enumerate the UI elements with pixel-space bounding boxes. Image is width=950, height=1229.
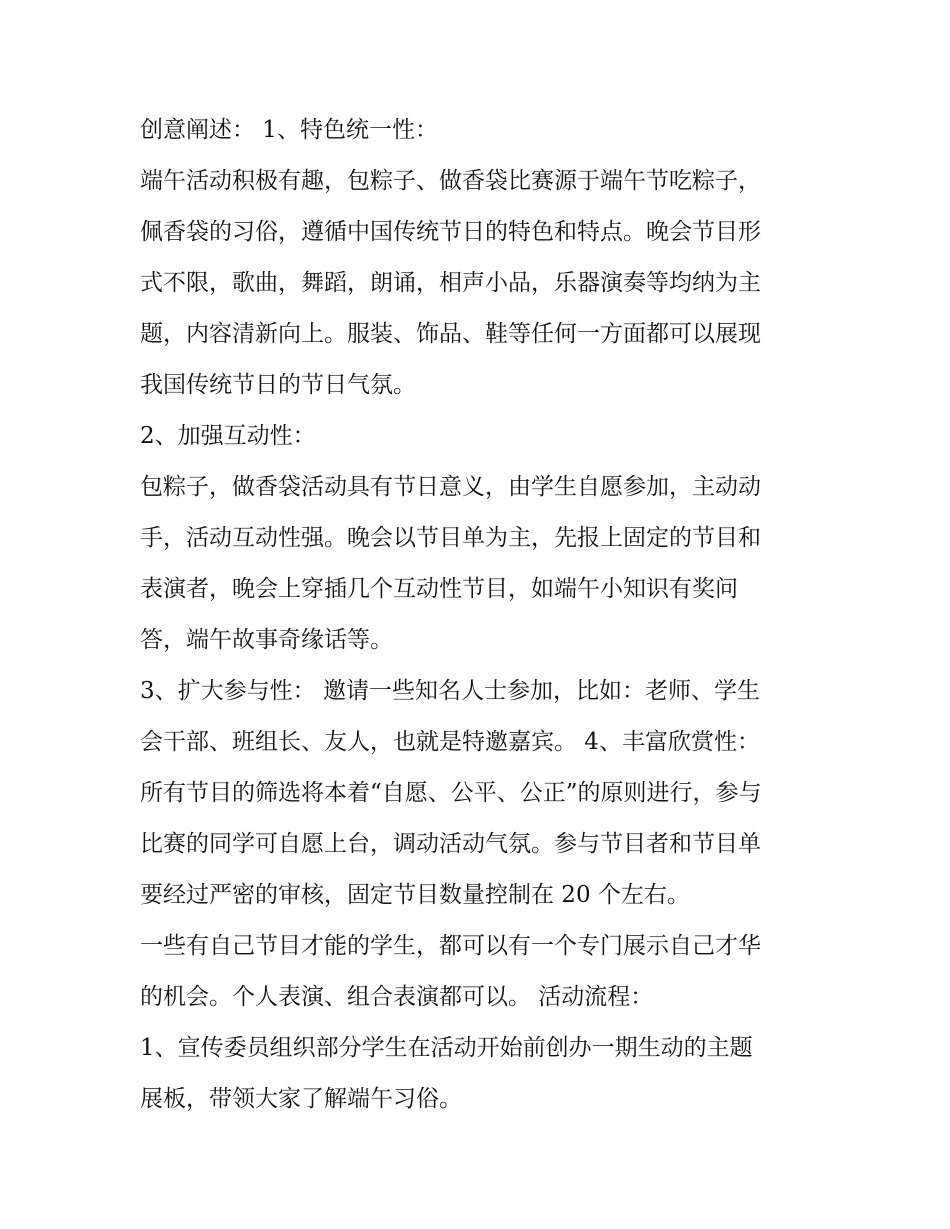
text-line-participation-heading: 3、扩大参与性： 邀请一些知名人士参加，比如：老师、学生: [140, 678, 760, 704]
text-line: 式不限，歌曲，舞蹈，朗诵，相声小品，乐器演奏等均纳为主: [140, 270, 761, 296]
text-line: 表演者，晚会上穿插几个互动性节目，如端午小知识有奖问: [140, 576, 738, 602]
text-line: 比赛的同学可自愿上台，调动活动气氛。参与节目者和节目单: [140, 831, 761, 857]
text-line: 要经过严密的审核，固定节目数量控制在 20 个左右。: [140, 882, 690, 908]
document-body: [140, 105, 820, 1125]
text-line: 答，端午故事奇缘话等。: [140, 627, 393, 653]
text-line: 佩香袋的习俗，遵循中国传统节日的特色和特点。晚会节目形: [140, 219, 761, 245]
text-line: 手，活动互动性强。晚会以节目单为主，先报上固定的节目和: [140, 525, 761, 551]
text-line: 题，内容清新向上。服装、饰品、鞋等任何一方面都可以展现: [140, 321, 761, 347]
text-line: 我国传统节日的节日气氛。: [140, 372, 416, 398]
text-line: 包粽子，做香袋活动具有节日意义，由学生自愿参加，主动动: [140, 474, 761, 500]
text-line: 会干部、班组长、友人，也就是特邀嘉宾。 4、丰富欣赏性：: [140, 729, 760, 755]
text-line-process-step: 1、宣传委员组织部分学生在活动开始前创办一期生动的主题: [140, 1035, 753, 1061]
text-line: 所有节目的筛选将本着“自愿、公平、公正”的原则进行，参与: [140, 780, 762, 806]
text-line: 的机会。个人表演、组合表演都可以。 活动流程：: [140, 984, 654, 1010]
text-line-interaction-heading: 2、加强互动性：: [140, 423, 316, 449]
text-line: 一些有自己节目才能的学生，都可以有一个专门展示自己才华: [140, 933, 761, 959]
text-line-creative-heading: 创意阐述： 1、特色统一性：: [140, 117, 438, 143]
text-line: 端午活动积极有趣，包粽子、做香袋比赛源于端午节吃粽子，: [140, 168, 761, 194]
text-line: 展板，带领大家了解端午习俗。: [140, 1086, 462, 1112]
